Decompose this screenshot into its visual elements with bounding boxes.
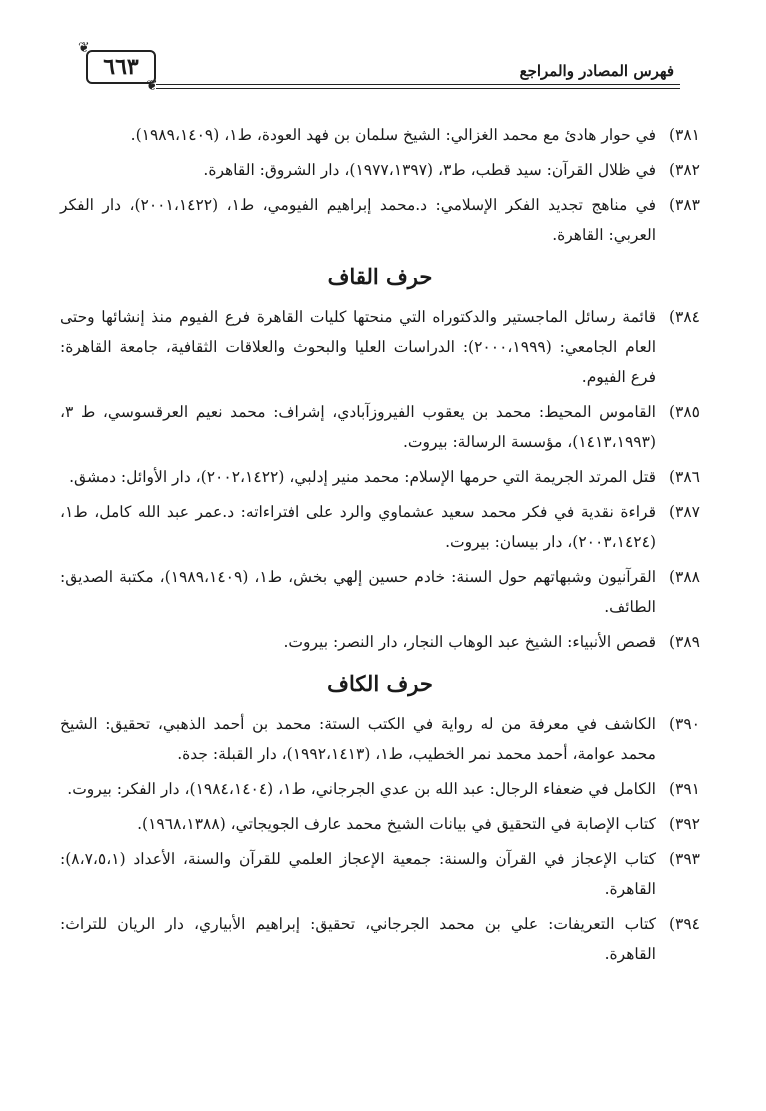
- section-heading: حرف الكاف: [327, 671, 433, 696]
- bibliography-entry: [60, 809, 700, 839]
- entry-number: ٣٨٤): [668, 308, 700, 326]
- entry-number: ٣٨٣): [668, 196, 700, 214]
- entry-text: الكامل في ضعفاء الرجال: عبد الله بن عدي الجرجاني، ط١، (١٩٨٤،١٤٠٤)، دار الفكر: بيروت.: [67, 780, 656, 798]
- entry-text: القرآنيون وشبهاتهم حول السنة: خادم حسين إلهي بخش، ط١، (١٩٨٩،١٤٠٩)، مكتبة الصديق: الطائف.: [60, 568, 657, 616]
- bibliography-entry: [60, 190, 700, 250]
- header-rule: [156, 84, 680, 85]
- entry-number: ٣٩١): [668, 780, 700, 798]
- entry-number: ٣٨٥): [668, 403, 700, 421]
- page-number: ٦٦٣: [86, 50, 156, 84]
- entry-text: كتاب التعريفات: علي بن محمد الجرجاني، تحقيق: إبراهيم الأبياري، دار الريان للتراث: القاهرة.: [60, 915, 656, 963]
- entry-text: في مناهج تجديد الفكر الإسلامي: د.محمد إبراهيم الفيومي، ط١، (٢٠٠١،١٤٢٢)، دار الفكر العربي: القاهرة.: [60, 196, 656, 244]
- entry-text: في ظلال القرآن: سيد قطب، ط٣، (١٩٧٧،١٣٩٧)، دار الشروق: القاهرة.: [203, 161, 656, 179]
- corner-ornament-icon: ❦: [78, 40, 90, 56]
- bibliography-entry: [60, 774, 700, 804]
- header-rule: [156, 88, 680, 89]
- bibliography-entry: [60, 155, 700, 185]
- section-heading: حرف القاف: [327, 264, 433, 289]
- entry-text: في حوار هادئ مع محمد الغزالي: الشيخ سلمان بن فهد العودة، ط١، (١٩٨٩،١٤٠٩).: [130, 126, 656, 144]
- bibliography-entry: [60, 120, 700, 150]
- entry-text: قتل المرتد الجريمة التي حرمها الإسلام: محمد منير إدلبي، (٢٠٠٢،١٤٢٢)، دار الأوائل: دمشق.: [69, 468, 656, 486]
- bibliography-entry: [60, 562, 700, 622]
- bibliography-entry: [60, 909, 700, 969]
- entry-number: ٣٩٤): [668, 915, 700, 933]
- bibliography-list: [60, 120, 700, 974]
- entry-number: ٣٩٢): [668, 815, 700, 833]
- entry-text: قراءة نقدية في فكر محمد سعيد عشماوي والرد على افتراءاته: د.عمر عبد الله كامل، ط١، (٢٠٠٣،١٤٢٤)، دار بيسان: بيروت.: [60, 503, 656, 551]
- entry-number: ٣٨١): [668, 126, 700, 144]
- entry-text: قائمة رسائل الماجستير والدكتوراه التي منحتها كليات القاهرة فرع الفيوم منذ إنشائها وحتى العام الجامعي: (٢٠٠٠،١٩٩٩): الدراسات العليا والبحوث والعلاقات الثقافية، جامعة القاهرة: فرع الفيوم.: [60, 308, 656, 386]
- entry-text: كتاب الإصابة في التحقيق في بيانات الشيخ محمد عارف الجويجاتي، (١٩٦٨،١٣٨٨).: [137, 815, 656, 833]
- entry-number: ٣٨٨): [668, 568, 700, 586]
- entry-text: القاموس المحيط: محمد بن يعقوب الفيروزآبادي، إشراف: محمد نعيم العرقسوسي، ط ٣، (١٤١٣،١٩٩٣)، مؤسسة الرسالة: بيروت.: [60, 403, 656, 451]
- entry-number: ٣٨٧): [668, 503, 700, 521]
- bibliography-entry: [60, 302, 700, 392]
- entry-number: ٣٨٢): [668, 161, 700, 179]
- bibliography-entry: [60, 497, 700, 557]
- entry-number: ٣٩٣): [668, 850, 700, 868]
- corner-ornament-icon: ❦: [146, 78, 158, 94]
- running-title: فهرس المصادر والمراجع: [519, 62, 674, 80]
- bibliography-entry: [60, 397, 700, 457]
- page-header: [0, 0, 766, 100]
- entry-text: قصص الأنبياء: الشيخ عبد الوهاب النجار، دار النصر: بيروت.: [283, 633, 656, 651]
- bibliography-entry: [60, 709, 700, 769]
- bibliography-entry: [60, 462, 700, 492]
- bibliography-entry: [60, 627, 700, 657]
- entry-text: الكاشف في معرفة من له رواية في الكتب الستة: محمد بن أحمد الذهبي، تحقيق: الشيخ محمد عوامة، أحمد محمد نمر الخطيب، ط١، (١٩٩٢،١٤١٣)، دار القبلة: جدة.: [60, 715, 656, 763]
- entry-number: ٣٨٦): [668, 468, 700, 486]
- entry-number: ٣٨٩): [668, 633, 700, 651]
- entry-text: كتاب الإعجاز في القرآن والسنة: جمعية الإعجاز العلمي للقرآن والسنة، الأعداد (٨،٧،٥،١): القاهرة.: [60, 850, 656, 898]
- bibliography-entry: [60, 844, 700, 904]
- entry-number: ٣٩٠): [668, 715, 700, 733]
